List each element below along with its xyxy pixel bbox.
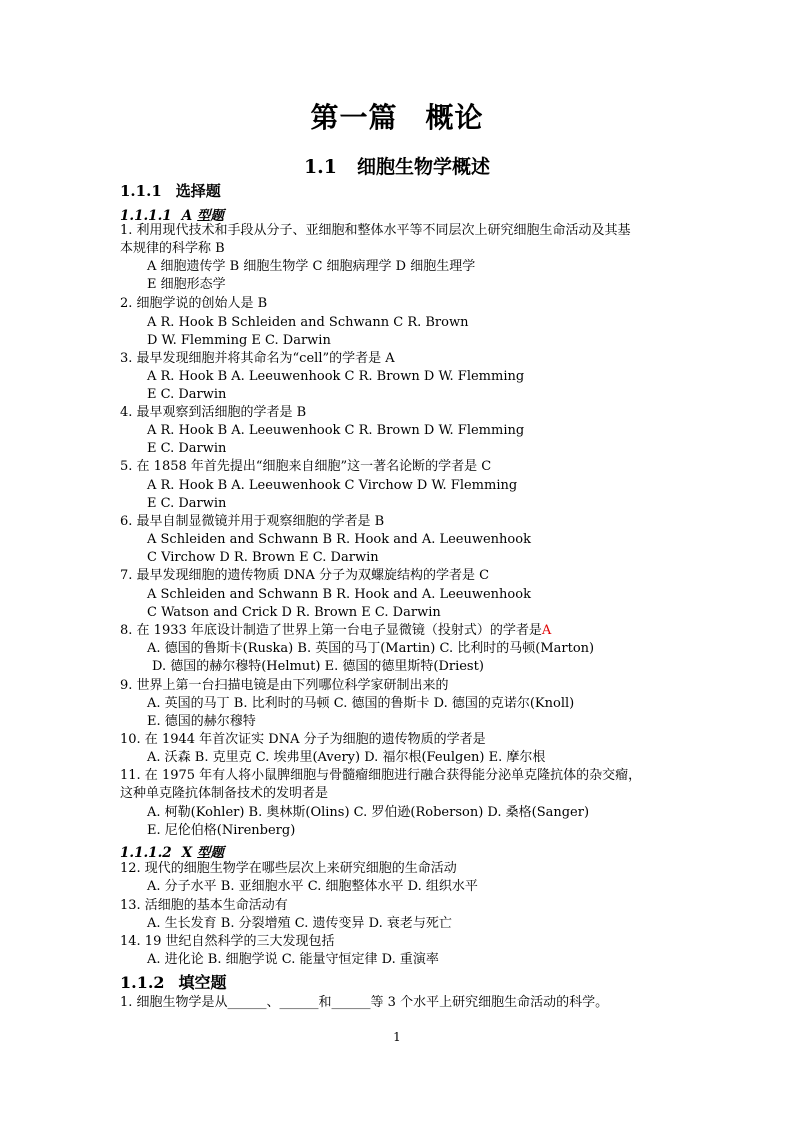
part-title-text: 概论 (425, 101, 484, 134)
question-options: A. 英国的马丁 B. 比利时的马顿 C. 德国的鲁斯卡 D. 德国的克诺尔(Knoll) (147, 696, 575, 711)
question-stem: 这种单克隆抗体制备技术的发明者是 (120, 786, 329, 801)
question-stem: 1. 利用现代技术和手段从分子、亚细胞和整体水平等不同层次上研究细胞生命活动及其基 (120, 223, 631, 238)
question-options: A. 沃森 B. 克里克 C. 埃弗里(Avery) D. 福尔根(Feulgen) E. 摩尔根 (147, 750, 546, 765)
question-options: A. 德国的鲁斯卡(Ruska) B. 英国的马丁(Martin) C. 比利时的马顿(Marton) (147, 641, 595, 656)
chapter-text: 细胞生物学概述 (357, 156, 491, 178)
question-options: E. 德国的赫尔穆特 (147, 714, 256, 729)
question-stem: 10. 在 1944 年首次证实 DNA 分子为细胞的遗传物质的学者是 (120, 732, 486, 747)
question-options: E C. Darwin (147, 441, 227, 456)
question-stem-text: 8. 在 1933 年底设计制造了世界上第一台电子显微镜（投射式）的学者是 (120, 623, 542, 638)
part-title-number: 第一篇 (310, 101, 398, 134)
question-stem: 5. 在 1858 年首先提出“细胞来自细胞”这一著名论断的学者是 C (120, 459, 492, 474)
question-stem: 14. 19 世纪自然科学的三大发现包括 (120, 934, 335, 949)
question-options: A R. Hook B A. Leeuwenhook C R. Brown D W. Flemming (147, 423, 525, 438)
question-options: A R. Hook B Schleiden and Schwann C R. Brown (147, 315, 469, 330)
question-stem (120, 622, 551, 640)
question-stem: 11. 在 1975 年有人将小鼠脾细胞与骨髓瘤细胞进行融合获得能分泌单克隆抗体的杂交瘤， (120, 768, 642, 783)
question-options: A R. Hook B A. Leeuwenhook C Virchow D W. Flemming (147, 478, 518, 493)
question-stem: 13. 活细胞的基本生命活动有 (120, 898, 288, 913)
question-options: C Watson and Crick D R. Brown E C. Darwin (147, 605, 441, 620)
chapter-number: 1.1 (303, 156, 338, 178)
subsection-number: 1.1.1.2 (120, 845, 172, 861)
question-options: D. 德国的赫尔穆特(Helmut) E. 德国的德里斯特(Driest) (152, 659, 484, 674)
question-options: E. 尼伦伯格(Nirenberg) (147, 823, 296, 838)
question-stem: 7. 最早发现细胞的遗传物质 DNA 分子为双螺旋结构的学者是 C (120, 568, 490, 583)
question-options: A. 分子水平 B. 亚细胞水平 C. 细胞整体水平 D. 组织水平 (147, 879, 478, 894)
section-heading-choice (120, 180, 235, 201)
question-stem: 3. 最早发现细胞并将其命名为“cell”的学者是 A (120, 351, 395, 366)
section-heading-fill (120, 970, 241, 993)
question-stem: 9. 世界上第一台扫描电镜是由下列哪位科学家研制出来的 (120, 678, 449, 693)
question-options: A. 进化论 B. 细胞学说 C. 能量守恒定律 D. 重演率 (147, 952, 439, 967)
question-options: E C. Darwin (147, 387, 227, 402)
section-number: 1.1.1 (120, 182, 162, 200)
answer-highlight: A (541, 623, 552, 638)
page-number: 1 (393, 1030, 401, 1044)
section-text: 填空题 (178, 973, 227, 992)
question-options: A Schleiden and Schwann B R. Hook and A. Leeuwenhook (147, 532, 531, 547)
fill-question: 1. 细胞生物学是从______、______和______等 3 个水平上研究细胞生命活动的科学。 (120, 995, 609, 1010)
question-options: A R. Hook B A. Leeuwenhook C R. Brown D W. Flemming (147, 369, 525, 384)
chapter-title (0, 152, 794, 179)
question-options: D W. Flemming E C. Darwin (147, 333, 331, 348)
question-options: A Schleiden and Schwann B R. Hook and A. Leeuwenhook (147, 587, 531, 602)
question-stem: 6. 最早自制显微镜并用于观察细胞的学者是 B (120, 514, 385, 529)
subsection-heading-a (120, 204, 234, 224)
subsection-number: 1.1.1.1 (120, 208, 172, 224)
question-options: A. 柯勒(Kohler) B. 奥林斯(Olins) C. 罗伯逊(Roberson) D. 桑格(Sanger) (147, 805, 590, 820)
question-stem: 2. 细胞学说的创始人是 B (120, 296, 268, 311)
subsection-text: X 型题 (181, 845, 224, 861)
question-options: A. 生长发育 B. 分裂增殖 C. 遗传变异 D. 衰老与死亡 (147, 916, 452, 931)
section-number: 1.1.2 (120, 973, 165, 992)
section-text: 选择题 (175, 182, 221, 200)
question-options: A 细胞遗传学 B 细胞生物学 C 细胞病理学 D 细胞生理学 (147, 259, 476, 274)
question-stem: 12. 现代的细胞生物学在哪些层次上来研究细胞的生命活动 (120, 861, 457, 876)
part-title (0, 96, 794, 136)
question-stem: 4. 最早观察到活细胞的学者是 B (120, 405, 307, 420)
question-options: E C. Darwin (147, 496, 227, 511)
question-options: E 细胞形态学 (147, 277, 226, 292)
question-options: C Virchow D R. Brown E C. Darwin (147, 550, 379, 565)
question-stem: 本规律的科学称 B (120, 241, 225, 256)
subsection-heading-x (120, 841, 234, 861)
subsection-text: A 型题 (181, 208, 224, 224)
